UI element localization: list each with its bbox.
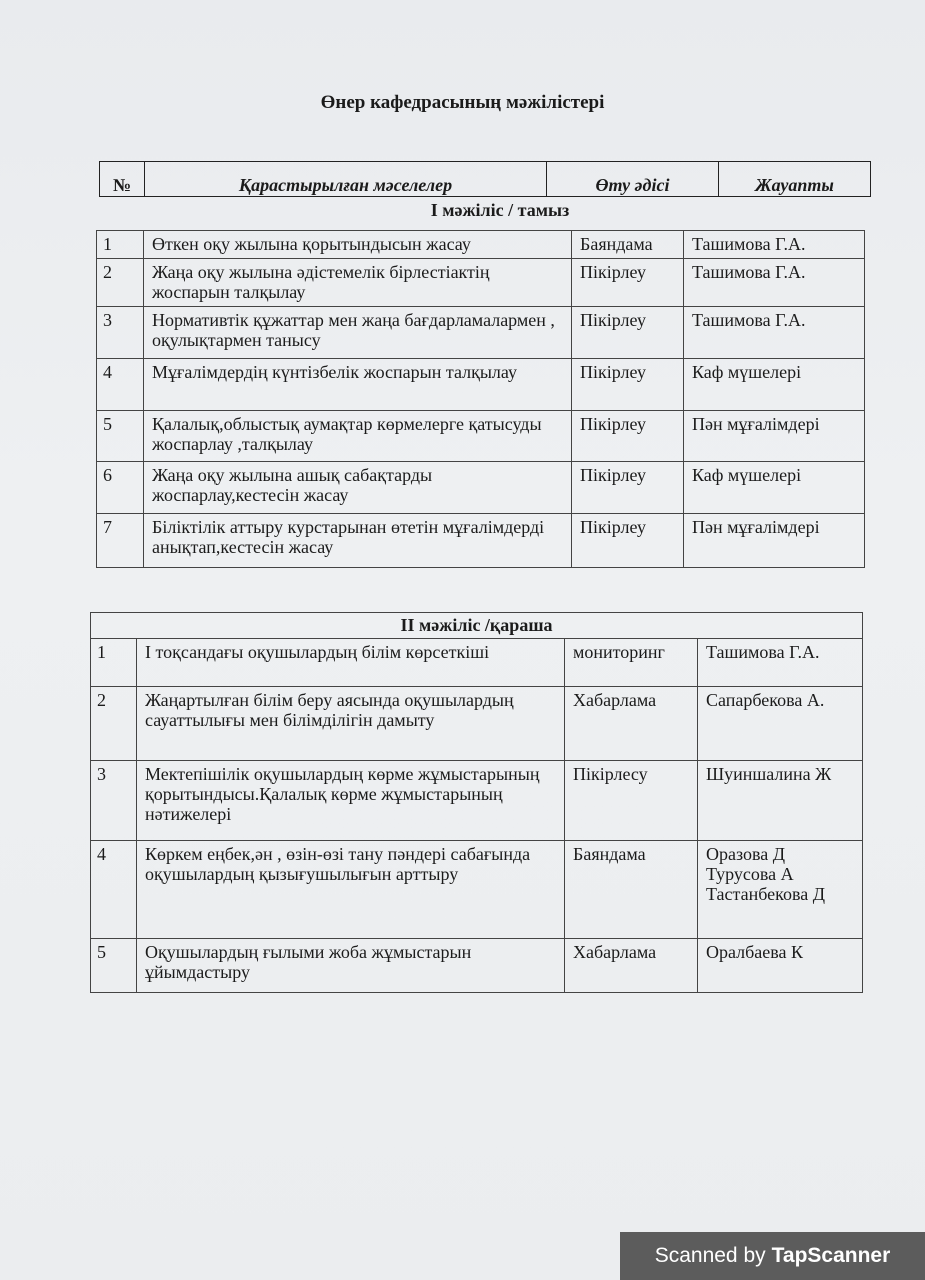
scanner-watermark	[620, 1232, 925, 1280]
row-number: 1	[97, 231, 144, 259]
row-method: Пікірлеу	[572, 359, 684, 411]
watermark-prefix: Scanned by	[654, 1244, 766, 1267]
row-method: Баяндама	[572, 231, 684, 259]
row-responsible: Шуиншалина Ж	[698, 761, 863, 841]
row-number: 6	[97, 462, 144, 514]
row-number: 1	[91, 639, 137, 687]
row-method: Пікірлесу	[565, 761, 698, 841]
row-number: 2	[97, 259, 144, 307]
row-responsible: Каф мүшелері	[684, 462, 865, 514]
table-header	[99, 161, 871, 197]
watermark-brand: TapScanner	[771, 1244, 891, 1267]
row-issue: Қалалық,облыстық аумақтар көрмелерге қатысуды жоспарлау ,талқылау	[144, 411, 572, 462]
row-responsible: Пән мұғалімдері	[684, 514, 865, 568]
page-title: Өнер кафедрасының мәжілістері	[320, 92, 605, 113]
row-responsible: Сапарбекова А.	[698, 687, 863, 761]
row-responsible: Оразова Д Турусова А Тастанбекова Д	[698, 841, 863, 939]
row-issue: Көркем еңбек,ән , өзін-өзі тану пәндері сабағында оқушылардың қызығушылығын арттыру	[137, 841, 565, 939]
table-row	[97, 462, 865, 514]
row-number: 4	[91, 841, 137, 939]
row-number: 5	[91, 939, 137, 993]
row-method: Баяндама	[565, 841, 698, 939]
row-issue: Нормативтік құжаттар мен жаңа бағдарламалармен , оқулықтармен танысу	[144, 307, 572, 359]
row-responsible: Каф мүшелері	[684, 359, 865, 411]
row-number: 7	[97, 514, 144, 568]
row-method: Пікірлеу	[572, 307, 684, 359]
row-issue: Жаңартылған білім беру аясында оқушылардың сауаттылығы мен білімділігін дамыту	[137, 687, 565, 761]
row-issue: Оқушылардың ғылыми жоба жұмыстарын ұйымдастыру	[137, 939, 565, 993]
table-row	[91, 841, 863, 939]
session2-table	[90, 612, 863, 993]
row-responsible: Ташимова Г.А.	[684, 259, 865, 307]
table-row	[97, 231, 865, 259]
row-method: Пікірлеу	[572, 411, 684, 462]
row-issue: Біліктілік аттыру курстарынан өтетін мұғалімдерді анықтап,кестесін жасау	[144, 514, 572, 568]
table-row	[91, 761, 863, 841]
table-row	[97, 259, 865, 307]
row-number: 5	[97, 411, 144, 462]
row-responsible: Оралбаева К	[698, 939, 863, 993]
row-method: Пікірлеу	[572, 462, 684, 514]
header-method: Өту әдісі	[547, 162, 719, 197]
row-issue: Мұғалімдердің күнтізбелік жоспарын талқылау	[144, 359, 572, 411]
row-method: Хабарлама	[565, 687, 698, 761]
header-number: №	[100, 162, 145, 197]
row-responsible: Ташимова Г.А.	[698, 639, 863, 687]
row-number: 4	[97, 359, 144, 411]
row-method: мониторинг	[565, 639, 698, 687]
row-issue: Мектепішілік оқушылардың көрме жұмыстарының қорытындысы.Қалалық көрме жұмыстарының нәтижелері	[137, 761, 565, 841]
row-number: 2	[91, 687, 137, 761]
row-method: Хабарлама	[565, 939, 698, 993]
table-row	[91, 939, 863, 993]
row-method: Пікірлеу	[572, 514, 684, 568]
header-issues: Қарастырылған мәселелер	[145, 162, 547, 197]
session1-table	[96, 230, 865, 568]
header-responsible: Жауапты	[719, 162, 871, 197]
session1-title: I мәжіліс / тамыз	[430, 200, 570, 220]
row-method: Пікірлеу	[572, 259, 684, 307]
row-number: 3	[91, 761, 137, 841]
table-row	[97, 359, 865, 411]
row-responsible: Ташимова Г.А.	[684, 307, 865, 359]
row-issue: Өткен оқу жылына қорытындысын жасау	[144, 231, 572, 259]
row-number: 3	[97, 307, 144, 359]
table-row	[91, 639, 863, 687]
row-issue: І тоқсандағы оқушылардың білім көрсеткіші	[137, 639, 565, 687]
table-row	[97, 514, 865, 568]
session2-title: II мәжіліс /қараша	[91, 613, 863, 639]
table-row	[91, 687, 863, 761]
row-issue: Жаңа оқу жылына ашық сабақтарды жоспарлау,кестесін жасау	[144, 462, 572, 514]
row-responsible: Пән мұғалімдері	[684, 411, 865, 462]
row-issue: Жаңа оқу жылына әдістемелік бірлестіактің жоспарын талқылау	[144, 259, 572, 307]
table-row	[97, 307, 865, 359]
table-row	[97, 411, 865, 462]
row-responsible: Ташимова Г.А.	[684, 231, 865, 259]
